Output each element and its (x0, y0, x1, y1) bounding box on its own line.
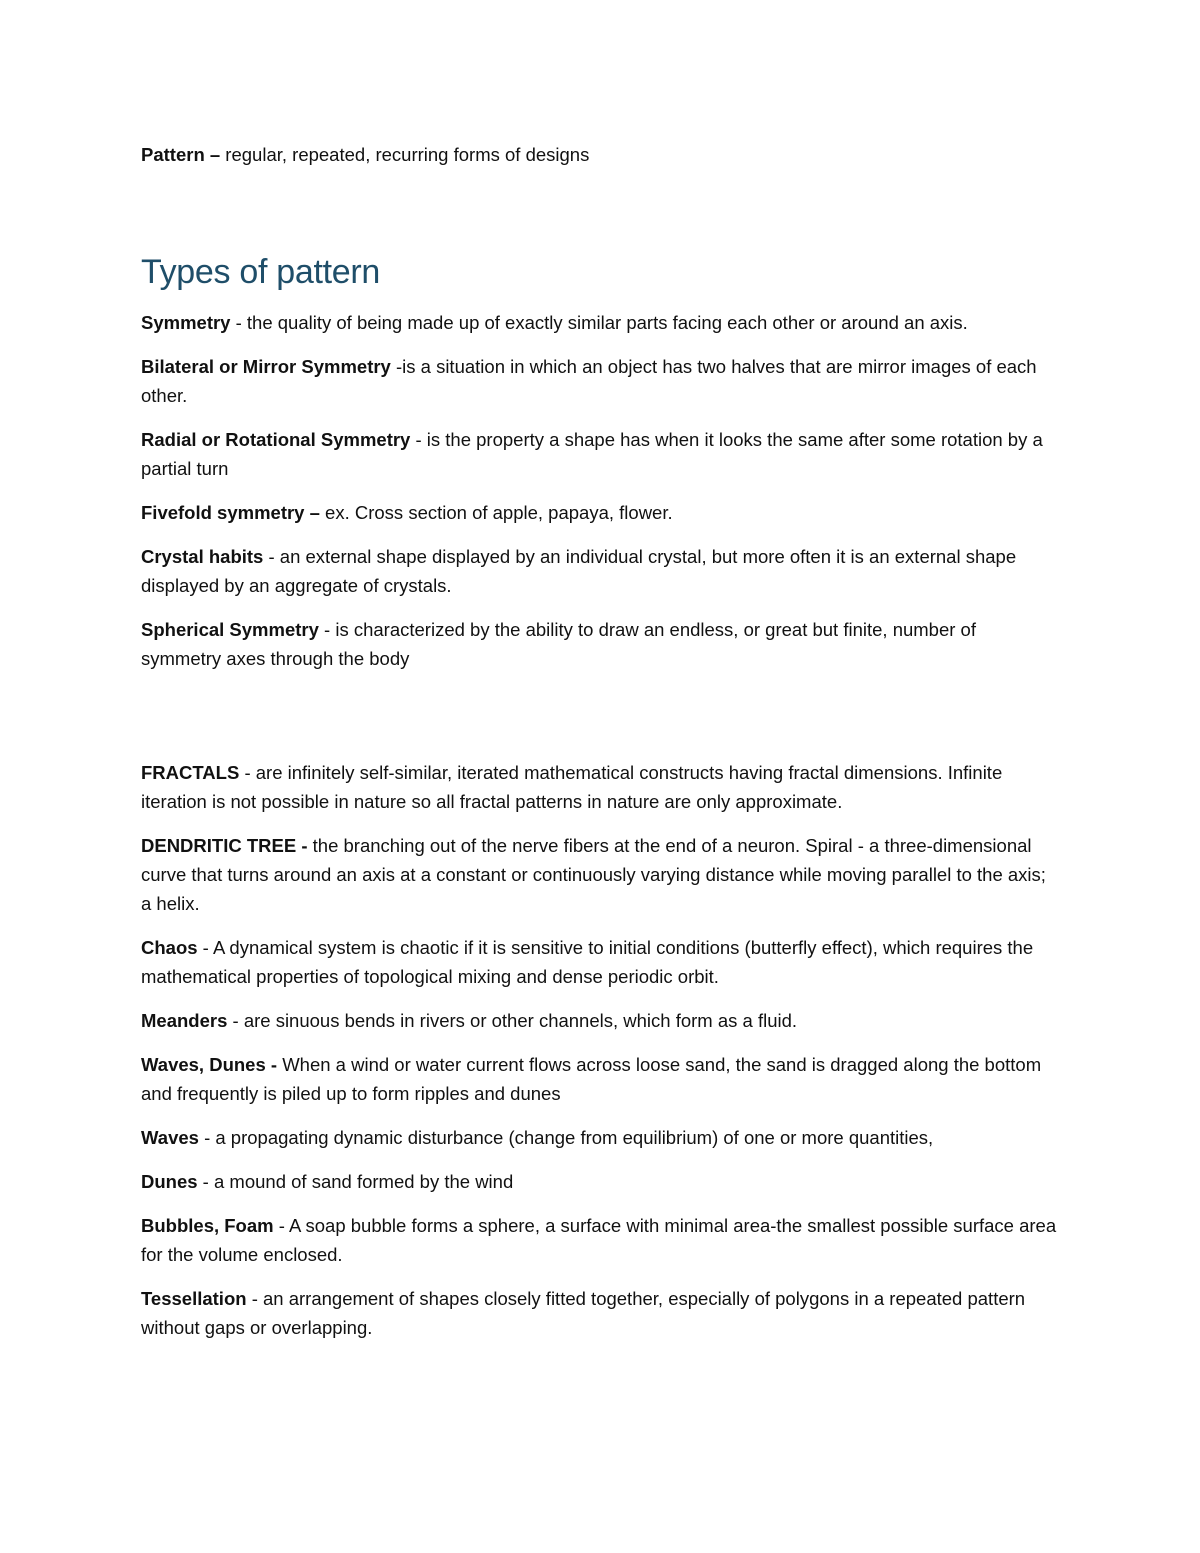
definition-text: - is the property a shape has when it looks the same after some rotation by a partial turn (141, 429, 1043, 479)
section-heading: Types of pattern (141, 253, 381, 291)
definition-text: - a mound of sand formed by the wind (197, 1171, 514, 1192)
definition-chaos (141, 933, 1061, 991)
definition-term: Spherical Symmetry (141, 619, 319, 640)
definition-text: - A soap bubble forms a sphere, a surface with minimal area-the smallest possible surface area for the volume enclosed. (141, 1215, 1057, 1265)
definition-term: Crystal habits (141, 546, 264, 567)
other-pattern-definitions (141, 758, 1061, 1357)
definition-text: - A dynamical system is chaotic if it is sensitive to initial conditions (butterfly effect), which requires the mathematical properties of topological mixing and dense periodic orbit. (141, 937, 1034, 987)
definition-term: DENDRITIC TREE - (141, 835, 308, 856)
definition-dendritic-tree (141, 831, 1061, 918)
definition-text: - is characterized by the ability to draw an endless, or great but finite, number of symmetry axes through the body (141, 619, 976, 669)
definition-text: - are sinuous bends in rivers or other channels, which form as a fluid. (227, 1010, 798, 1031)
definition-text: When a wind or water current flows across loose sand, the sand is dragged along the bottom and frequently is piled up to form ripples and dunes (141, 1054, 1042, 1104)
definition-meanders (141, 1006, 1061, 1035)
definition-term: Waves, Dunes - (141, 1054, 278, 1075)
definition-spherical-symmetry (141, 615, 1061, 673)
definition-symmetry (141, 308, 1061, 337)
definition-term: Bilateral or Mirror Symmetry (141, 356, 391, 377)
definition-text: - an arrangement of shapes closely fitted together, especially of polygons in a repeated pattern without gaps or overlapping. (141, 1288, 1026, 1338)
symmetry-definitions (141, 308, 1061, 688)
definition-term: Radial or Rotational Symmetry (141, 429, 411, 450)
definition-dunes (141, 1167, 1061, 1196)
definition-waves (141, 1123, 1061, 1152)
definition-term: Meanders (141, 1010, 228, 1031)
intro-term: Pattern – (141, 144, 221, 165)
definition-tessellation (141, 1284, 1061, 1342)
definition-fractals (141, 758, 1061, 816)
definition-text: - a propagating dynamic disturbance (change from equilibrium) of one or more quantities, (198, 1127, 934, 1148)
definition-text: ex. Cross section of apple, papaya, flower. (319, 502, 673, 523)
definition-bilateral-symmetry (141, 352, 1061, 410)
definition-text: the branching out of the nerve fibers at the end of a neuron. Spiral - a three-dimensional curve that turns around an axis at a constant or continuously varying distance while moving parallel to the axis; a helix. (141, 835, 1046, 914)
definition-text: - the quality of being made up of exactly similar parts facing each other or around an axis. (230, 312, 968, 333)
intro-definition (141, 140, 1061, 169)
definition-crystal-habits (141, 542, 1061, 600)
intro-text: regular, repeated, recurring forms of designs (220, 144, 590, 165)
definition-text: -is a situation in which an object has two halves that are mirror images of each other. (141, 356, 1037, 406)
definition-fivefold-symmetry (141, 498, 1061, 527)
definition-term: Fivefold symmetry – (141, 502, 320, 523)
definition-term: Tessellation (141, 1288, 247, 1309)
definition-term: FRACTALS (141, 762, 240, 783)
definition-text: - are infinitely self-similar, iterated mathematical constructs having fractal dimensions. Infinite iteration is not possible in nature so all fractal patterns in nature are only approximate. (141, 762, 1003, 812)
definition-bubbles-foam (141, 1211, 1061, 1269)
definition-term: Waves (141, 1127, 199, 1148)
definition-term: Dunes (141, 1171, 198, 1192)
definition-text: - an external shape displayed by an individual crystal, but more often it is an external shape displayed by an aggregate of crystals. (141, 546, 1017, 596)
definition-term: Symmetry (141, 312, 231, 333)
definition-radial-symmetry (141, 425, 1061, 483)
definition-term: Chaos (141, 937, 198, 958)
definition-waves-dunes (141, 1050, 1061, 1108)
definition-term: Bubbles, Foam (141, 1215, 274, 1236)
